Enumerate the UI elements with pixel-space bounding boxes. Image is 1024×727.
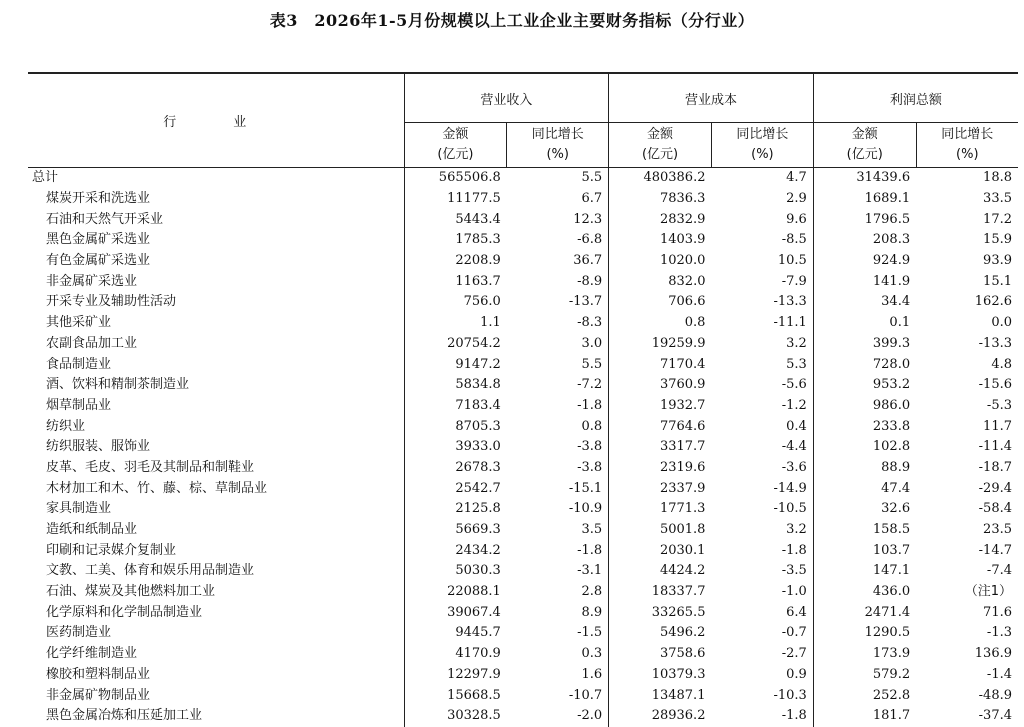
profit-growth-cell: -13.3	[978, 335, 1012, 351]
profit-amount-cell: 0.1	[813, 313, 916, 334]
profit-growth-cell: -18.7	[978, 459, 1012, 475]
table-body	[28, 168, 1018, 727]
profit-growth-cell: -29.4	[978, 480, 1012, 496]
industry-name: 总计	[32, 170, 59, 186]
profit-amount-cell: 34.4	[813, 292, 916, 313]
table-row	[28, 499, 1018, 520]
profit-amount-cell: 579.2	[813, 665, 916, 686]
profit-amount-cell: 147.1	[813, 561, 916, 582]
profit-amount-cell: 986.0	[813, 396, 916, 417]
table-row	[28, 168, 1018, 189]
industry-name: 化学纤维制造业	[46, 646, 138, 662]
profit-amount-cell: 102.8	[813, 437, 916, 458]
cost-amount-cell: 7764.6	[609, 416, 712, 437]
cost-growth-cell: -4.4	[781, 439, 807, 455]
profit-growth-cell: 162.6	[974, 294, 1012, 310]
profit-growth-cell: 136.9	[974, 646, 1012, 662]
profit-amount-cell: 88.9	[813, 458, 916, 479]
industry-name: 文教、工美、体育和娱乐用品制造业	[46, 563, 255, 579]
profit-growth-cell: -7.4	[986, 563, 1012, 579]
table-row	[28, 313, 1018, 334]
revenue-growth-cell: 3.0	[581, 335, 603, 351]
revenue-amount-cell: 2434.2	[404, 540, 507, 561]
table-row	[28, 375, 1018, 396]
revenue-growth-cell: 3.5	[581, 522, 603, 538]
header-cost: 营业成本	[609, 73, 814, 123]
revenue-growth-cell: -1.5	[577, 625, 603, 641]
revenue-amount-cell: 5669.3	[404, 520, 507, 541]
profit-amount-cell: 953.2	[813, 375, 916, 396]
revenue-growth-cell: -6.8	[577, 232, 603, 248]
cost-amount-cell: 706.6	[609, 292, 712, 313]
cost-growth-cell: -1.8	[781, 708, 807, 724]
table-title: 表3 2026年1-5月份规模以上工业企业主要财务指标（分行业）	[269, 11, 755, 30]
profit-growth-cell: 11.7	[983, 418, 1012, 434]
revenue-growth-cell: 5.5	[581, 356, 603, 372]
cost-growth-cell: -13.3	[773, 294, 807, 310]
profit-growth-cell: 93.9	[983, 253, 1012, 269]
profit-growth-cell: （注1）	[964, 584, 1012, 600]
cost-amount-cell: 2319.6	[609, 458, 712, 479]
profit-growth-cell: -1.3	[986, 625, 1012, 641]
revenue-growth-cell: -10.7	[568, 687, 603, 703]
profit-growth-cell: -5.3	[986, 397, 1012, 413]
revenue-growth-cell: 36.7	[573, 253, 603, 269]
industry-name: 食品制造业	[46, 356, 112, 372]
revenue-amount-cell: 22088.1	[404, 582, 507, 603]
revenue-growth-cell: -1.8	[577, 542, 603, 558]
profit-amount-cell: 2471.4	[813, 602, 916, 623]
table-row	[28, 334, 1018, 355]
revenue-amount-cell: 1785.3	[404, 230, 507, 251]
revenue-growth-cell: -15.1	[568, 480, 603, 496]
table-row	[28, 706, 1018, 727]
revenue-amount-cell: 11177.5	[404, 189, 507, 210]
cost-growth-cell: 2.9	[786, 191, 807, 207]
cost-amount-cell: 1403.9	[609, 230, 712, 251]
revenue-amount-cell: 7183.4	[404, 396, 507, 417]
cost-growth-cell: 0.9	[786, 666, 807, 682]
cost-growth-cell: -5.6	[781, 377, 807, 393]
revenue-growth-cell: -8.9	[577, 273, 603, 289]
cost-amount-cell: 1932.7	[609, 396, 712, 417]
revenue-amount-cell: 1.1	[404, 313, 507, 334]
profit-amount-cell: 924.9	[813, 251, 916, 272]
table-row	[28, 623, 1018, 644]
revenue-amount-cell: 39067.4	[404, 602, 507, 623]
cost-growth-cell: 5.3	[786, 356, 807, 372]
industry-name: 非金属矿采选业	[46, 273, 138, 289]
cost-growth-cell: -3.6	[781, 459, 807, 475]
industry-name: 有色金属矿采选业	[46, 253, 151, 269]
cost-growth-cell: -10.3	[773, 687, 807, 703]
industry-name: 开采专业及辅助性活动	[46, 294, 177, 310]
table-row	[28, 582, 1018, 603]
cost-growth-cell: -1.8	[781, 542, 807, 558]
revenue-amount-cell: 565506.8	[404, 168, 507, 189]
industry-name: 纺织服装、服饰业	[46, 439, 151, 455]
revenue-amount-cell: 3933.0	[404, 437, 507, 458]
revenue-growth-cell: -1.8	[577, 397, 603, 413]
cost-amount-cell: 7836.3	[609, 189, 712, 210]
cost-growth-cell: -10.5	[773, 501, 807, 517]
revenue-growth-cell: 2.8	[581, 584, 603, 600]
cost-amount-cell: 480386.2	[609, 168, 712, 189]
cost-growth-cell: -14.9	[773, 480, 807, 496]
cost-amount-cell: 10379.3	[609, 665, 712, 686]
industry-name: 黑色金属冶炼和压延加工业	[46, 708, 203, 724]
cost-growth-cell: 10.5	[777, 253, 807, 269]
revenue-growth-cell: -10.9	[568, 501, 603, 517]
revenue-amount-cell: 5443.4	[404, 209, 507, 230]
header-profit-growth: 同比增长 (%)	[916, 123, 1018, 168]
cost-growth-cell: 9.6	[786, 211, 807, 227]
profit-amount-cell: 1290.5	[813, 623, 916, 644]
industry-name: 造纸和纸制品业	[46, 522, 138, 538]
profit-amount-cell: 399.3	[813, 334, 916, 355]
revenue-growth-cell: -3.8	[577, 459, 603, 475]
revenue-growth-cell: -13.7	[568, 294, 603, 310]
table-row	[28, 478, 1018, 499]
cost-growth-cell: 3.2	[786, 522, 807, 538]
table-row	[28, 458, 1018, 479]
header-cost-amount: 金额 (亿元)	[609, 123, 712, 168]
cost-amount-cell: 832.0	[609, 271, 712, 292]
profit-growth-cell: 15.1	[983, 273, 1012, 289]
cost-growth-cell: -8.5	[781, 232, 807, 248]
profit-growth-cell: 18.8	[983, 170, 1012, 186]
profit-amount-cell: 103.7	[813, 540, 916, 561]
table-row	[28, 602, 1018, 623]
industry-name: 医药制造业	[46, 625, 112, 641]
table-row	[28, 644, 1018, 665]
profit-growth-cell: 4.8	[991, 356, 1012, 372]
profit-amount-cell: 31439.6	[813, 168, 916, 189]
profit-growth-cell: -14.7	[978, 542, 1012, 558]
revenue-growth-cell: -3.1	[577, 563, 603, 579]
industry-name: 石油、煤炭及其他燃料加工业	[46, 584, 216, 600]
table-row	[28, 292, 1018, 313]
revenue-growth-cell: 1.6	[581, 666, 603, 682]
profit-growth-cell: 23.5	[983, 522, 1012, 538]
industry-name: 皮革、毛皮、羽毛及其制品和制鞋业	[46, 459, 255, 475]
profit-amount-cell: 233.8	[813, 416, 916, 437]
revenue-amount-cell: 2208.9	[404, 251, 507, 272]
cost-amount-cell: 3317.7	[609, 437, 712, 458]
cost-growth-cell: -7.9	[781, 273, 807, 289]
cost-growth-cell: -1.0	[781, 584, 807, 600]
header-revenue-amount: 金额 (亿元)	[404, 123, 507, 168]
industry-name: 农副食品加工业	[46, 335, 138, 351]
cost-amount-cell: 4424.2	[609, 561, 712, 582]
header-industry: 行 业	[28, 73, 404, 168]
cost-amount-cell: 2832.9	[609, 209, 712, 230]
profit-growth-cell: 33.5	[983, 191, 1012, 207]
cost-growth-cell: -1.2	[781, 397, 807, 413]
revenue-growth-cell: -8.3	[577, 315, 603, 331]
revenue-amount-cell: 12297.9	[404, 665, 507, 686]
industry-name: 纺织业	[46, 418, 86, 434]
cost-amount-cell: 18337.7	[609, 582, 712, 603]
table-row	[28, 354, 1018, 375]
industry-name: 其他采矿业	[46, 315, 112, 331]
profit-growth-cell: -58.4	[978, 501, 1012, 517]
cost-growth-cell: -3.5	[781, 563, 807, 579]
revenue-amount-cell: 756.0	[404, 292, 507, 313]
profit-amount-cell: 436.0	[813, 582, 916, 603]
cost-growth-cell: 4.7	[786, 170, 807, 186]
table-row	[28, 437, 1018, 458]
industry-name: 印刷和记录媒介复制业	[46, 542, 177, 558]
cost-growth-cell: 0.4	[786, 418, 807, 434]
revenue-amount-cell: 20754.2	[404, 334, 507, 355]
revenue-amount-cell: 2542.7	[404, 478, 507, 499]
profit-amount-cell: 728.0	[813, 354, 916, 375]
revenue-amount-cell: 5030.3	[404, 561, 507, 582]
cost-amount-cell: 7170.4	[609, 354, 712, 375]
profit-amount-cell: 181.7	[813, 706, 916, 727]
revenue-growth-cell: 12.3	[573, 211, 603, 227]
table-row	[28, 520, 1018, 541]
revenue-growth-cell: -3.8	[577, 439, 603, 455]
industry-name: 非金属矿物制品业	[46, 687, 151, 703]
revenue-amount-cell: 2678.3	[404, 458, 507, 479]
financial-indicators-table	[28, 72, 1018, 727]
revenue-amount-cell: 1163.7	[404, 271, 507, 292]
table-row	[28, 416, 1018, 437]
industry-name: 煤炭开采和洗选业	[46, 191, 151, 207]
revenue-amount-cell: 4170.9	[404, 644, 507, 665]
cost-amount-cell: 33265.5	[609, 602, 712, 623]
revenue-growth-cell: -7.2	[577, 377, 603, 393]
profit-amount-cell: 208.3	[813, 230, 916, 251]
industry-name: 石油和天然气开采业	[46, 211, 164, 227]
profit-amount-cell: 47.4	[813, 478, 916, 499]
cost-amount-cell: 13487.1	[609, 685, 712, 706]
profit-growth-cell: -48.9	[978, 687, 1012, 703]
cost-growth-cell: 6.4	[786, 604, 807, 620]
header-revenue: 营业收入	[404, 73, 609, 123]
cost-amount-cell: 5496.2	[609, 623, 712, 644]
profit-growth-cell: 15.9	[983, 232, 1012, 248]
table-row	[28, 685, 1018, 706]
industry-name: 家具制造业	[46, 501, 112, 517]
revenue-amount-cell: 9445.7	[404, 623, 507, 644]
revenue-growth-cell: 6.7	[581, 191, 603, 207]
revenue-growth-cell: 8.9	[581, 604, 603, 620]
profit-amount-cell: 252.8	[813, 685, 916, 706]
cost-amount-cell: 28936.2	[609, 706, 712, 727]
revenue-amount-cell: 5834.8	[404, 375, 507, 396]
revenue-amount-cell: 8705.3	[404, 416, 507, 437]
cost-amount-cell: 0.8	[609, 313, 712, 334]
cost-amount-cell: 3758.6	[609, 644, 712, 665]
table-row	[28, 665, 1018, 686]
cost-amount-cell: 1020.0	[609, 251, 712, 272]
table-row	[28, 251, 1018, 272]
header-cost-growth: 同比增长 (%)	[711, 123, 813, 168]
industry-name: 木材加工和木、竹、藤、棕、草制品业	[46, 480, 268, 496]
table-row	[28, 540, 1018, 561]
cost-amount-cell: 2337.9	[609, 478, 712, 499]
profit-growth-cell: -37.4	[978, 708, 1012, 724]
profit-growth-cell: -15.6	[978, 377, 1012, 393]
table-row	[28, 209, 1018, 230]
profit-amount-cell: 1689.1	[813, 189, 916, 210]
revenue-growth-cell: -2.0	[577, 708, 603, 724]
revenue-amount-cell: 15668.5	[404, 685, 507, 706]
profit-amount-cell: 1796.5	[813, 209, 916, 230]
profit-growth-cell: -11.4	[978, 439, 1012, 455]
cost-amount-cell: 2030.1	[609, 540, 712, 561]
table-row	[28, 271, 1018, 292]
profit-growth-cell: 71.6	[983, 604, 1012, 620]
header-profit-amount: 金额 (亿元)	[813, 123, 916, 168]
profit-growth-cell: 0.0	[991, 315, 1012, 331]
table-row	[28, 230, 1018, 251]
industry-name: 烟草制品业	[46, 397, 112, 413]
revenue-amount-cell: 2125.8	[404, 499, 507, 520]
table-row	[28, 561, 1018, 582]
cost-amount-cell: 5001.8	[609, 520, 712, 541]
profit-growth-cell: -1.4	[986, 666, 1012, 682]
header-revenue-growth: 同比增长 (%)	[507, 123, 609, 168]
industry-name: 橡胶和塑料制品业	[46, 666, 151, 682]
profit-amount-cell: 141.9	[813, 271, 916, 292]
profit-amount-cell: 32.6	[813, 499, 916, 520]
industry-name: 黑色金属矿采选业	[46, 232, 151, 248]
revenue-amount-cell: 9147.2	[404, 354, 507, 375]
cost-growth-cell: 3.2	[786, 335, 807, 351]
profit-amount-cell: 173.9	[813, 644, 916, 665]
cost-growth-cell: -11.1	[773, 315, 807, 331]
revenue-growth-cell: 0.8	[581, 418, 603, 434]
cost-growth-cell: -0.7	[781, 625, 807, 641]
revenue-amount-cell: 30328.5	[404, 706, 507, 727]
header-profit: 利润总额	[813, 73, 1018, 123]
industry-name: 化学原料和化学制品制造业	[46, 604, 203, 620]
table-row	[28, 189, 1018, 210]
industry-name: 酒、饮料和精制茶制造业	[46, 377, 190, 393]
cost-amount-cell: 1771.3	[609, 499, 712, 520]
revenue-growth-cell: 5.5	[581, 170, 603, 186]
profit-amount-cell: 158.5	[813, 520, 916, 541]
cost-growth-cell: -2.7	[781, 646, 807, 662]
profit-growth-cell: 17.2	[983, 211, 1012, 227]
table-row	[28, 396, 1018, 417]
cost-amount-cell: 3760.9	[609, 375, 712, 396]
cost-amount-cell: 19259.9	[609, 334, 712, 355]
revenue-growth-cell: 0.3	[581, 646, 603, 662]
